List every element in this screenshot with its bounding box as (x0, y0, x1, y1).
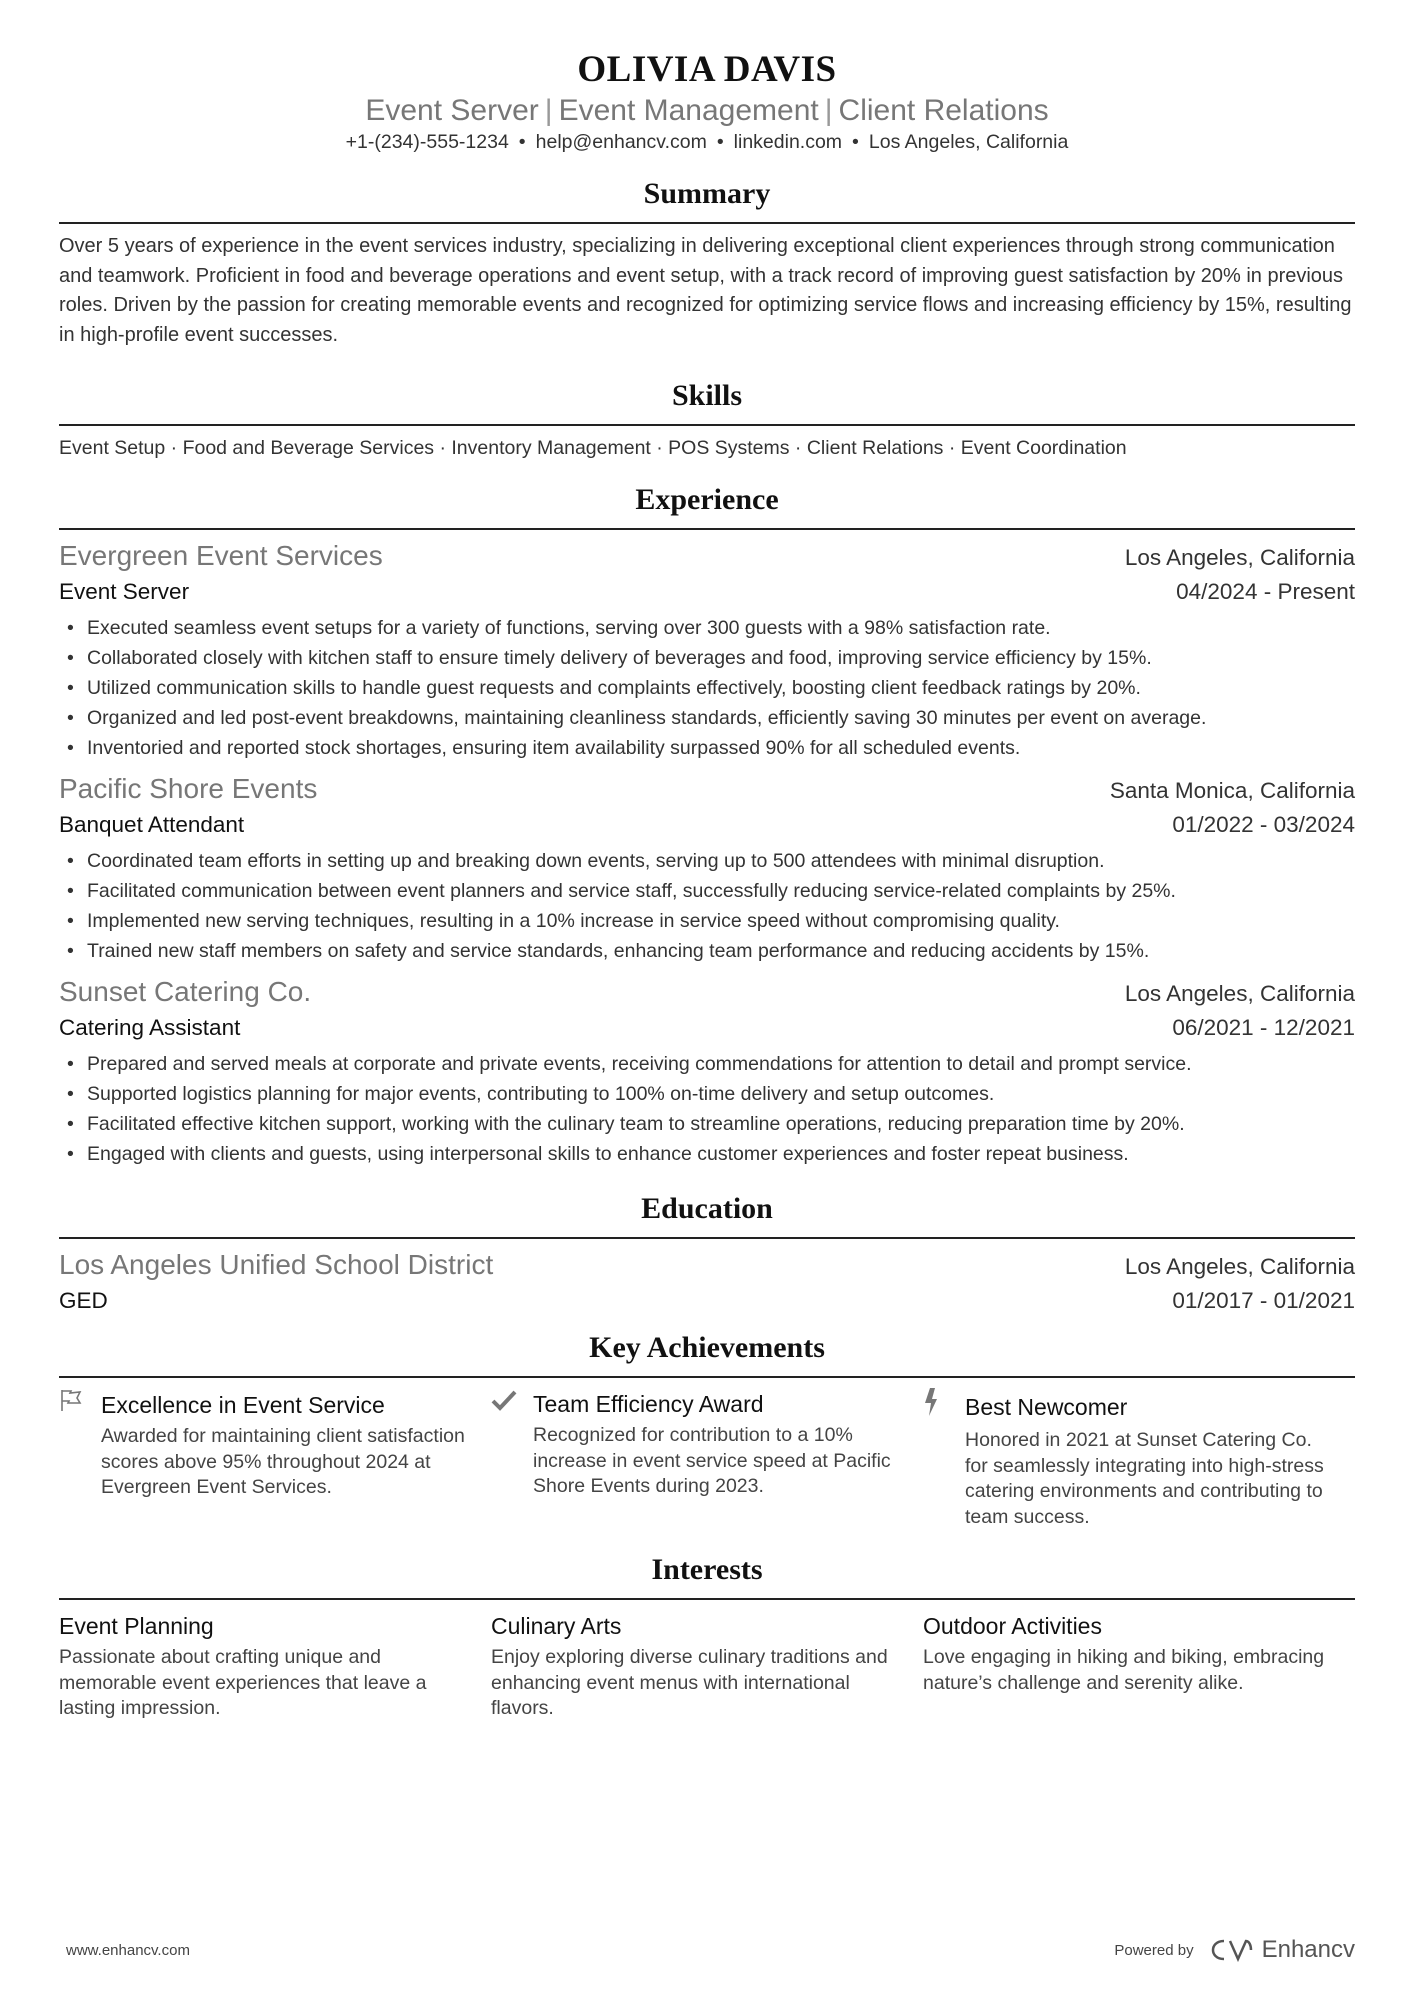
bullet-item: • Collaborated closely with kitchen staff to ensure timely delivery of beverages and food, improving service efficiency by 15%. (59, 643, 1355, 673)
enhancv-logo[interactable] (1210, 1936, 1355, 1964)
job-dates: 01/2022 - 03/2024 (1172, 812, 1355, 837)
headline-title: Event Server (365, 94, 539, 127)
section-heading-skills: Skills (59, 376, 1355, 426)
skills-list: Event Setup · Food and Beverage Services · Inventory Management · POS Systems · Client Relations · Event Coordination (59, 437, 1127, 459)
achievement-title: Excellence in Event Service (101, 1391, 385, 1418)
candidate-name: OLIVIA DAVIS (577, 49, 837, 90)
school-name: Los Angeles Unified School District (59, 1249, 494, 1280)
education-entry (59, 1247, 1355, 1318)
interest-title: Event Planning (59, 1613, 214, 1639)
achievement-description: Awarded for maintaining client satisfaction scores above 95% throughout 2024 at Evergreen Event Services. (101, 1425, 465, 1498)
website-link[interactable]: www.enhancv.com (66, 1941, 190, 1959)
headline-title: Client Relations (838, 94, 1049, 127)
interest-description: Passionate about crafting unique and memorable event experiences that leave a lasting impression. (59, 1646, 427, 1719)
interest-title: Outdoor Activities (923, 1613, 1102, 1639)
job-title: Event Server (59, 579, 190, 604)
check-icon (491, 1388, 533, 1420)
bullet-item: • Coordinated team efforts in setting up and breaking down events, serving up to 500 attendees with minimal disruption. (59, 846, 1355, 876)
company-name: Sunset Catering Co. (59, 976, 312, 1007)
job-bullets (59, 613, 1355, 763)
bullet-item: • Trained new staff members on safety and service standards, enhancing team performance and reducing accidents by 15%. (59, 936, 1355, 966)
job-location: Santa Monica, California (1109, 778, 1355, 803)
phone: +1-(234)-555-1234 (345, 131, 509, 153)
degree: GED (59, 1288, 108, 1313)
headline-title: Event Management (558, 94, 819, 127)
interests-list (59, 1610, 1355, 1722)
bullet-item: • Utilized communication skills to handle guest requests and complaints effectively, boosting client feedback ratings by 20%. (59, 673, 1355, 703)
headline: Event Server | Event Management | Client Relations (365, 94, 1049, 127)
contact-info: +1-(234)-555-1234 • help@enhancv.com • linkedin.com • Los Angeles, California (345, 131, 1069, 153)
linkedin-link[interactable]: linkedin.com (733, 131, 843, 153)
powered-by-label: Powered by (1114, 1941, 1194, 1959)
resume (59, 48, 1355, 1722)
company-name: Evergreen Event Services (59, 540, 383, 571)
job-title: Banquet Attendant (59, 812, 245, 837)
flag-icon (59, 1388, 101, 1421)
achievement-title: Team Efficiency Award (533, 1391, 764, 1417)
achievement-item (491, 1388, 923, 1530)
lightning-icon (923, 1388, 965, 1425)
summary-text: Over 5 years of experience in the event services industry, specializing in delivering exceptional client experiences through strong communication and teamwork. Proficient in food and beverage operations and event setup, with a track record of improving guest satisfaction by 20% in previous roles. Driven by the passion for creating memorable events and recognized for optimizing service flows and increasing efficiency by 15%, resulting in high-profile event successes. (59, 235, 1352, 346)
brand-name: Enhancv (1261, 1936, 1355, 1963)
bullet-item: • Organized and led post-event breakdowns, maintaining cleanliness standards, efficiently saving 30 minutes per event on average. (59, 703, 1355, 733)
school-location: Los Angeles, California (1124, 1254, 1355, 1279)
achievement-description: Recognized for contribution to a 10% increase in event service speed at Pacific Shore Events during 2023. (533, 1424, 891, 1497)
section-heading-summary: Summary (59, 174, 1355, 224)
section-heading-experience: Experience (59, 480, 1355, 530)
achievement-item (923, 1388, 1355, 1530)
job-location: Los Angeles, California (1124, 981, 1355, 1006)
bullet-item: • Inventoried and reported stock shortages, ensuring item availability surpassed 90% for all scheduled events. (59, 733, 1355, 763)
education-dates: 01/2017 - 01/2021 (1172, 1288, 1355, 1313)
company-name: Pacific Shore Events (59, 773, 318, 804)
bullet-item: • Implemented new serving techniques, resulting in a 10% increase in service speed without compromising quality. (59, 906, 1355, 936)
location: Los Angeles, California (868, 131, 1069, 153)
job-bullets (59, 1049, 1355, 1169)
section-heading-achievements: Key Achievements (59, 1328, 1355, 1378)
job-location: Los Angeles, California (1124, 545, 1355, 570)
enhancv-logo-icon (1210, 1938, 1254, 1962)
job-bullets (59, 846, 1355, 966)
bullet-item: • Executed seamless event setups for a variety of functions, serving over 300 guests with a 98% satisfaction rate. (59, 613, 1355, 643)
bullet-item: • Supported logistics planning for major events, contributing to 100% on-time delivery and setup outcomes. (59, 1079, 1355, 1109)
achievements-list (59, 1388, 1355, 1530)
section-heading-education: Education (59, 1189, 1355, 1239)
achievement-title: Best Newcomer (965, 1393, 1128, 1420)
achievement-description: Honored in 2021 at Sunset Catering Co. for seamlessly integrating into high-stress catering environments and contributing to team success. (965, 1429, 1324, 1528)
footer (66, 1936, 1355, 1964)
experience-entry (59, 974, 1355, 1169)
job-dates: 06/2021 - 12/2021 (1172, 1015, 1355, 1040)
interest-item (491, 1610, 923, 1722)
interest-description: Love engaging in hiking and biking, embracing nature’s challenge and serenity alike. (923, 1646, 1325, 1694)
bullet-item: • Engaged with clients and guests, using interpersonal skills to enhance customer experiences and foster repeat business. (59, 1139, 1355, 1169)
interest-title: Culinary Arts (491, 1613, 622, 1639)
bullet-item: • Facilitated communication between event planners and service staff, successfully reducing service-related complaints by 25%. (59, 876, 1355, 906)
experience-entry (59, 771, 1355, 966)
job-dates: 04/2024 - Present (1176, 579, 1355, 604)
section-heading-interests: Interests (59, 1550, 1355, 1600)
interest-item (923, 1610, 1355, 1722)
job-title: Catering Assistant (59, 1015, 241, 1040)
interest-description: Enjoy exploring diverse culinary traditions and enhancing event menus with international flavors. (491, 1646, 888, 1719)
bullet-item: • Prepared and served meals at corporate and private events, receiving commendations for attention to detail and prompt service. (59, 1049, 1355, 1079)
achievement-item (59, 1388, 491, 1530)
email-link[interactable]: help@enhancv.com (535, 131, 707, 153)
experience-entry (59, 538, 1355, 763)
interest-item (59, 1610, 491, 1722)
bullet-item: • Facilitated effective kitchen support, working with the culinary team to streamline operations, reducing preparation time by 20%. (59, 1109, 1355, 1139)
